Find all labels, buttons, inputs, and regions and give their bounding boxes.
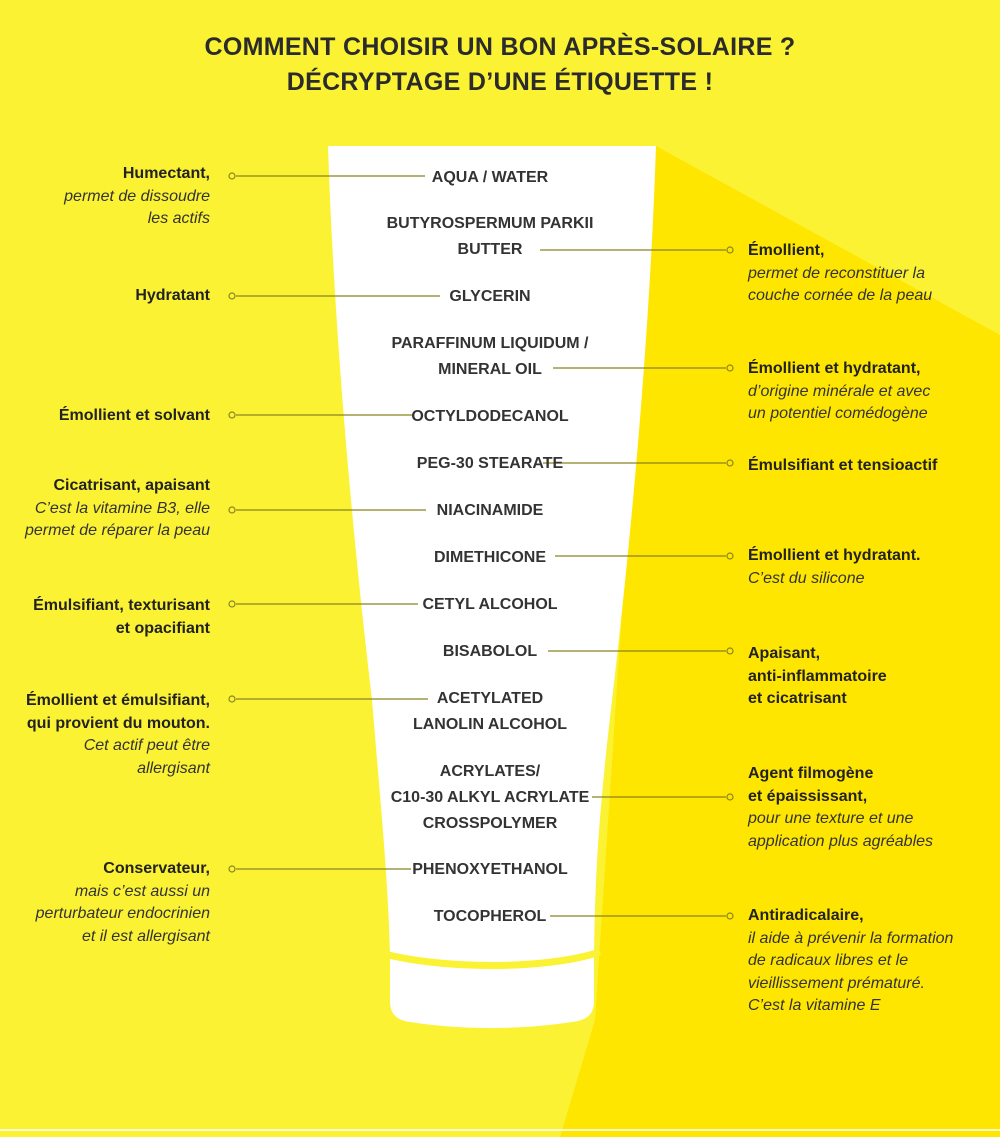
annotation-italic-text: C’est du silicone bbox=[748, 569, 865, 587]
bottom-divider bbox=[0, 1129, 1000, 1131]
annotation-italic-text: C’est la vitamine B3, elle bbox=[34, 499, 210, 517]
annotation-bold-text: et cicatrisant bbox=[748, 690, 847, 707]
annotation-italic-text: permet de réparer la peau bbox=[25, 522, 210, 539]
title-line-2: DÉCRYPTAGE D’UNE ÉTIQUETTE ! bbox=[286, 68, 714, 96]
left-annotation-1 bbox=[64, 163, 210, 231]
annotation-italic-text: les actifs bbox=[147, 210, 210, 227]
left-annotation-6 bbox=[26, 690, 210, 780]
ingredient-13 bbox=[340, 857, 640, 883]
annotation-italic-text: perturbateur endocrinien bbox=[35, 905, 210, 922]
ingredient-line: GLYCERIN bbox=[449, 288, 531, 305]
ingredient-line: MINERAL OIL bbox=[438, 361, 542, 378]
right-annotation-3 bbox=[748, 455, 937, 478]
ingredient-line: TOCOPHEROL bbox=[433, 908, 547, 925]
annotation-bold-text: et épaississant, bbox=[748, 787, 868, 805]
ingredient-line: AQUA / WATER bbox=[431, 169, 549, 186]
annotation-bold-text: Émollient et hydratant, bbox=[748, 360, 921, 377]
ingredient-line: ACETYLATED bbox=[436, 690, 544, 707]
ingredient-line: BUTYROSPERMUM PARKII bbox=[386, 215, 594, 232]
ingredient-7 bbox=[340, 498, 640, 524]
annotation-bold-text: Émulsifiant et tensioactif bbox=[748, 457, 938, 474]
annotation-italic-text: pour une texture et une bbox=[748, 810, 914, 827]
right-annotation-7 bbox=[748, 905, 953, 1018]
annotation-italic-text: Cet actif peut être bbox=[83, 737, 210, 754]
annotation-italic-text: un potentiel comédogène bbox=[748, 405, 928, 422]
right-annotation-2 bbox=[748, 358, 930, 426]
left-annotation-2 bbox=[135, 285, 210, 308]
ingredient-1 bbox=[340, 165, 640, 191]
ingredient-line: PHENOXYETHANOL bbox=[412, 861, 568, 878]
left-annotation-5 bbox=[33, 595, 210, 640]
annotation-italic-text: et il est allergisant bbox=[81, 927, 210, 945]
right-annotation-5 bbox=[748, 643, 887, 711]
annotation-bold-text: Antiradicalaire, bbox=[748, 907, 864, 924]
annotation-bold-text: Conservateur, bbox=[103, 860, 210, 877]
annotation-bold-text: Émollient et solvant bbox=[58, 407, 210, 424]
ingredient-8 bbox=[340, 545, 640, 571]
ingredient-line: OCTYLDODECANOL bbox=[411, 408, 569, 425]
annotation-italic-text: d’origine minérale et avec bbox=[748, 382, 931, 400]
ingredient-line: PARAFFINUM LIQUIDUM / bbox=[391, 335, 589, 352]
ingredient-line: BUTTER bbox=[457, 241, 523, 258]
ingredient-12 bbox=[340, 759, 640, 837]
annotation-italic-text: permet de reconstituer la bbox=[748, 264, 925, 282]
ingredient-2 bbox=[340, 211, 640, 263]
ingredient-3 bbox=[340, 284, 640, 310]
annotation-bold-text: et opacifiant bbox=[115, 619, 210, 637]
annotation-bold-text: Hydratant bbox=[135, 287, 210, 304]
annotation-italic-text: vieillissement prématuré. bbox=[748, 974, 925, 992]
ingredient-14 bbox=[340, 904, 640, 930]
annotation-bold-text: qui provient du mouton. bbox=[26, 714, 210, 732]
ingredient-line: LANOLIN ALCOHOL bbox=[412, 716, 568, 733]
ingredient-11 bbox=[340, 686, 640, 738]
title-line-1: COMMENT CHOISIR UN BON APRÈS-SOLAIRE ? bbox=[204, 33, 796, 61]
annotation-bold-text: Émollient et hydratant. bbox=[748, 547, 921, 564]
annotation-italic-text: couche cornée de la peau bbox=[748, 287, 933, 304]
ingredient-line: PEG-30 STEARATE bbox=[416, 455, 564, 472]
annotation-bold-text: Agent filmogène bbox=[748, 765, 874, 782]
annotation-bold-text: Humectant, bbox=[122, 165, 210, 182]
ingredient-line: DIMETHICONE bbox=[434, 549, 546, 566]
ingredient-line: NIACINAMIDE bbox=[436, 502, 544, 519]
left-annotation-3 bbox=[59, 405, 210, 428]
annotation-bold-text: Émollient, bbox=[748, 242, 825, 259]
annotation-italic-text: allergisant bbox=[137, 759, 210, 777]
annotation-italic-text: mais c’est aussi un bbox=[74, 882, 210, 900]
right-annotation-6 bbox=[748, 763, 933, 853]
ingredient-line: ACRYLATES/ bbox=[439, 763, 541, 780]
annotation-italic-text: permet de dissoudre bbox=[64, 187, 210, 205]
ingredient-4 bbox=[340, 331, 640, 383]
ingredient-line: C10-30 ALKYL ACRYLATE bbox=[390, 789, 590, 806]
annotation-bold-text: Émulsifiant, texturisant bbox=[33, 597, 210, 614]
annotation-bold-text: Cicatrisant, apaisant bbox=[53, 477, 210, 494]
ingredient-line: BISABOLOL bbox=[442, 643, 538, 660]
annotation-italic-text: de radicaux libres et le bbox=[748, 952, 909, 969]
annotation-italic-text: application plus agréables bbox=[748, 832, 934, 850]
ingredient-5 bbox=[340, 404, 640, 430]
annotation-bold-text: Émollient et émulsifiant, bbox=[25, 692, 210, 709]
annotation-bold-text: anti-inflammatoire bbox=[748, 667, 887, 685]
ingredient-line: CETYL ALCOHOL bbox=[422, 596, 558, 613]
right-annotation-4 bbox=[748, 545, 920, 590]
right-annotation-1 bbox=[748, 240, 932, 308]
annotation-italic-text: C’est la vitamine E bbox=[748, 997, 881, 1014]
ingredient-6 bbox=[340, 451, 640, 477]
annotation-italic-text: il aide à prévenir la formation bbox=[748, 929, 954, 947]
ingredient-9 bbox=[340, 592, 640, 618]
annotation-bold-text: Apaisant, bbox=[748, 645, 821, 662]
ingredient-10 bbox=[340, 639, 640, 665]
ingredient-line: CROSSPOLYMER bbox=[422, 815, 558, 832]
left-annotation-7 bbox=[36, 858, 210, 948]
left-annotation-4 bbox=[25, 475, 210, 543]
